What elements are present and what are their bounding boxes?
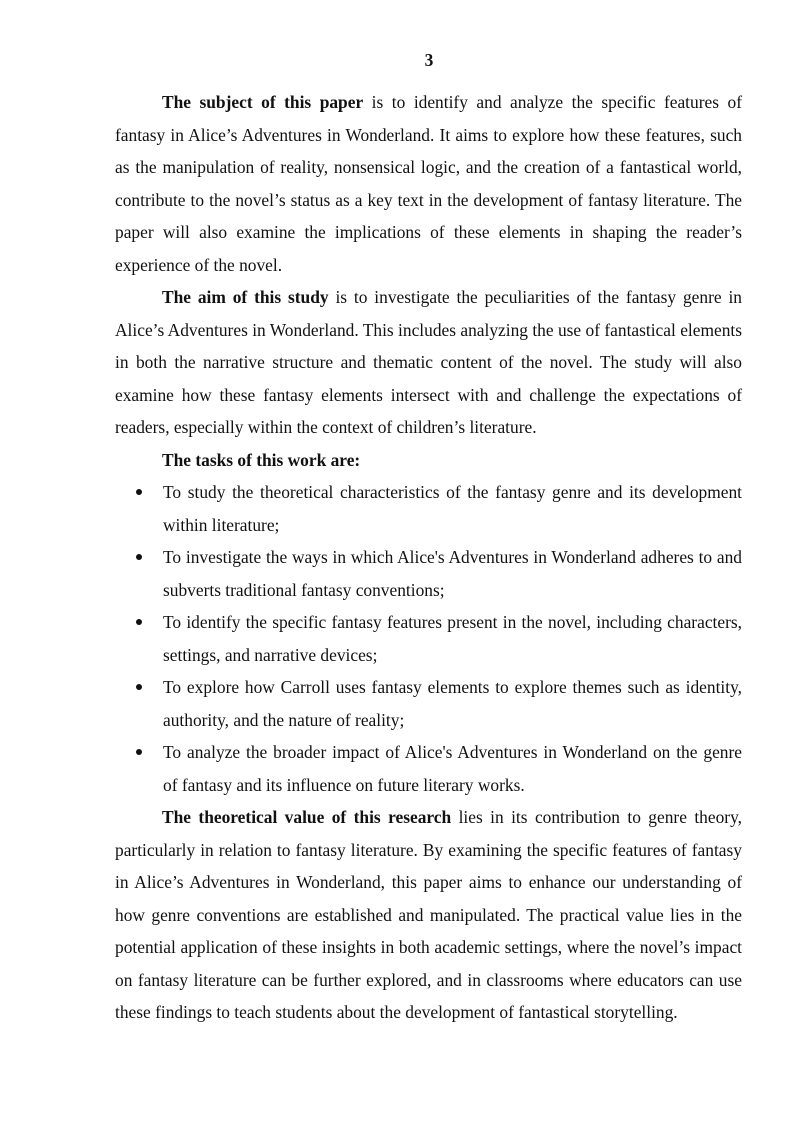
task-text: To study the theoretical characteristics of the fantasy genre and its development within literature; <box>163 482 742 535</box>
page-content <box>115 86 742 1029</box>
subject-paragraph <box>115 86 742 281</box>
task-item <box>115 671 742 736</box>
tasks-list <box>115 476 742 801</box>
theoretical-lead: The theoretical value of this research <box>162 807 452 827</box>
bullet-icon <box>136 684 142 690</box>
bullet-icon <box>136 749 142 755</box>
bullet-icon <box>136 489 142 495</box>
subject-text: is to identify and analyze the specific features of fantasy in Alice’s Adventures in Wonderland. It aims to explore how these features, such as the manipulation of reality, nonsensical logic, and the creation of a fantastical world, contribute to the novel’s status as a key text in the development of fantasy literature. The paper will also examine the implications of these elements in shaping the reader’s experience of the novel. <box>115 92 742 275</box>
bullet-icon <box>136 619 142 625</box>
task-item <box>115 606 742 671</box>
task-text: To identify the specific fantasy features present in the novel, including characters, settings, and narrative devices; <box>163 612 742 665</box>
task-text: To investigate the ways in which Alice's Adventures in Wonderland adheres to and subverts traditional fantasy conventions; <box>163 547 742 600</box>
tasks-heading: The tasks of this work are: <box>162 449 361 470</box>
theoretical-text: lies in its contribution to genre theory, particularly in relation to fantasy literature. By examining the specific features of fantasy in Alice’s Adventures in Wonderland, this paper aims to enhance our understanding of how genre conventions are established and manipulated. The practical value lies in the potential application of these insights in both academic settings, where the novel’s impact on fantasy literature can be further explored, and in classrooms where educators can use these findings to teach students about the development of fantastical storytelling. <box>115 807 742 1022</box>
theoretical-paragraph <box>115 801 742 1029</box>
task-text: To explore how Carroll uses fantasy elements to explore themes such as identity, authority, and the nature of reality; <box>163 677 742 730</box>
bullet-icon <box>136 554 142 560</box>
subject-lead: The subject of this paper <box>162 92 364 112</box>
aim-lead: The aim of this study <box>162 287 329 307</box>
aim-paragraph <box>115 281 742 444</box>
task-item <box>115 541 742 606</box>
page-number: 3 <box>424 50 434 70</box>
task-item <box>115 476 742 541</box>
task-item <box>115 736 742 801</box>
task-text: To analyze the broader impact of Alice's Adventures in Wonderland on the genre of fantasy and its influence on future literary works. <box>163 742 742 795</box>
aim-text: is to investigate the peculiarities of the fantasy genre in Alice’s Adventures in Wonderland. This includes analyzing the use of fantastical elements in both the narrative structure and thematic content of the novel. The study will also examine how these fantasy elements intersect with and challenge the expectations of readers, especially within the context of children’s literature. <box>115 287 742 437</box>
